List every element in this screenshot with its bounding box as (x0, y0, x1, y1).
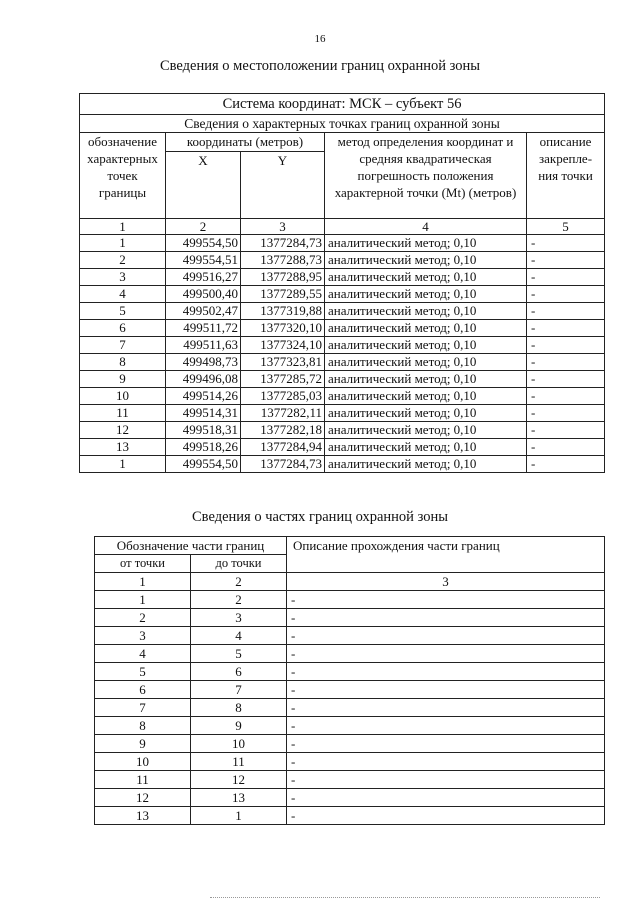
description-cell: - (527, 422, 605, 439)
y-cell: 1377320,10 (241, 320, 325, 337)
to-cell: 9 (191, 717, 287, 735)
point-cell: 6 (80, 320, 166, 337)
to-cell: 2 (191, 591, 287, 609)
col-number: 1 (80, 219, 166, 235)
y-cell: 1377289,55 (241, 286, 325, 303)
table-row (80, 405, 605, 422)
to-cell: 8 (191, 699, 287, 717)
section2-title: Сведения о частях границ охранной зоны (192, 509, 448, 525)
description-cell: - (527, 320, 605, 337)
point-cell: 11 (80, 405, 166, 422)
description-cell: - (287, 699, 605, 717)
y-cell: 1377282,11 (241, 405, 325, 422)
table-row (95, 717, 605, 735)
table-row (80, 252, 605, 269)
from-cell: 6 (95, 681, 191, 699)
header-method: метод определения координат и средняя квадратическая погрешность положения характерной точки (Mt) (метров) (325, 133, 527, 219)
footer-divider (210, 897, 600, 898)
y-cell: 1377285,03 (241, 388, 325, 405)
description-cell: - (287, 627, 605, 645)
col-number: 3 (287, 573, 605, 591)
table-row (80, 388, 605, 405)
point-cell: 9 (80, 371, 166, 388)
x-cell: 499496,08 (166, 371, 241, 388)
to-cell: 3 (191, 609, 287, 627)
from-cell: 1 (95, 591, 191, 609)
column-numbers-row (80, 219, 605, 235)
table-row (80, 303, 605, 320)
header-y: Y (241, 152, 325, 219)
table-row (95, 789, 605, 807)
to-cell: 13 (191, 789, 287, 807)
method-cell: аналитический метод; 0,10 (325, 456, 527, 473)
method-cell: аналитический метод; 0,10 (325, 252, 527, 269)
table-row (80, 456, 605, 473)
point-cell: 8 (80, 354, 166, 371)
description-cell: - (287, 807, 605, 825)
x-cell: 499554,50 (166, 456, 241, 473)
table-row (95, 735, 605, 753)
description-cell: - (287, 717, 605, 735)
method-cell: аналитический метод; 0,10 (325, 371, 527, 388)
point-cell: 7 (80, 337, 166, 354)
x-cell: 499502,47 (166, 303, 241, 320)
description-cell: - (527, 337, 605, 354)
to-cell: 12 (191, 771, 287, 789)
y-cell: 1377284,73 (241, 456, 325, 473)
col-number: 2 (166, 219, 241, 235)
from-cell: 11 (95, 771, 191, 789)
table-row (95, 627, 605, 645)
table1-subtitle: Сведения о характерных точках границ охранной зоны (80, 115, 605, 133)
from-cell: 13 (95, 807, 191, 825)
x-cell: 499514,31 (166, 405, 241, 422)
description-cell: - (527, 388, 605, 405)
description-cell: - (527, 456, 605, 473)
x-cell: 499500,40 (166, 286, 241, 303)
description-cell: - (287, 771, 605, 789)
boundary-parts-table (94, 536, 605, 825)
table-row (80, 354, 605, 371)
table-row (80, 269, 605, 286)
description-cell: - (287, 753, 605, 771)
method-cell: аналитический метод; 0,10 (325, 354, 527, 371)
from-cell: 5 (95, 663, 191, 681)
to-cell: 6 (191, 663, 287, 681)
table-row (95, 753, 605, 771)
method-cell: аналитический метод; 0,10 (325, 320, 527, 337)
y-cell: 1377282,18 (241, 422, 325, 439)
header-from: от точки (95, 555, 191, 573)
point-cell: 3 (80, 269, 166, 286)
header-part: Обозначение части границ (95, 537, 287, 555)
col-number: 4 (325, 219, 527, 235)
y-cell: 1377319,88 (241, 303, 325, 320)
point-cell: 1 (80, 456, 166, 473)
description-cell: - (287, 789, 605, 807)
method-cell: аналитический метод; 0,10 (325, 405, 527, 422)
method-cell: аналитический метод; 0,10 (325, 269, 527, 286)
table-row (80, 439, 605, 456)
coord-system: Система координат: МСК – субъект 56 (80, 94, 605, 115)
y-cell: 1377284,94 (241, 439, 325, 456)
description-cell: - (527, 252, 605, 269)
method-cell: аналитический метод; 0,10 (325, 286, 527, 303)
description-cell: - (287, 609, 605, 627)
page-number: 16 (314, 33, 326, 45)
description-cell: - (287, 645, 605, 663)
col-number: 5 (527, 219, 605, 235)
point-cell: 10 (80, 388, 166, 405)
table-row (95, 663, 605, 681)
description-cell: - (287, 591, 605, 609)
table-row (95, 771, 605, 789)
table-row (95, 609, 605, 627)
header-part-description: Описание прохождения части границ (287, 537, 605, 573)
x-cell: 499511,72 (166, 320, 241, 337)
from-cell: 3 (95, 627, 191, 645)
table-row (95, 591, 605, 609)
x-cell: 499514,26 (166, 388, 241, 405)
description-cell: - (527, 405, 605, 422)
to-cell: 1 (191, 807, 287, 825)
method-cell: аналитический метод; 0,10 (325, 235, 527, 252)
description-cell: - (287, 681, 605, 699)
to-cell: 10 (191, 735, 287, 753)
from-cell: 7 (95, 699, 191, 717)
table-row (95, 681, 605, 699)
table-row (95, 699, 605, 717)
col-number: 1 (95, 573, 191, 591)
table-row (80, 286, 605, 303)
description-cell: - (527, 439, 605, 456)
description-cell: - (527, 235, 605, 252)
table-row (80, 235, 605, 252)
y-cell: 1377324,10 (241, 337, 325, 354)
point-cell: 13 (80, 439, 166, 456)
section1-title: Сведения о местоположении границ охранной зоны (159, 58, 480, 74)
from-cell: 12 (95, 789, 191, 807)
header-to: до точки (191, 555, 287, 573)
method-cell: аналитический метод; 0,10 (325, 422, 527, 439)
point-cell: 2 (80, 252, 166, 269)
y-cell: 1377323,81 (241, 354, 325, 371)
description-cell: - (527, 371, 605, 388)
x-cell: 499511,63 (166, 337, 241, 354)
x-cell: 499518,31 (166, 422, 241, 439)
x-cell: 499518,26 (166, 439, 241, 456)
header-coords: координаты (метров) (166, 133, 325, 152)
from-cell: 8 (95, 717, 191, 735)
description-cell: - (527, 303, 605, 320)
y-cell: 1377288,73 (241, 252, 325, 269)
point-cell: 1 (80, 235, 166, 252)
header-point: обозначение характерных точек границы (80, 133, 166, 219)
from-cell: 10 (95, 753, 191, 771)
table-row (80, 337, 605, 354)
table-row (80, 371, 605, 388)
y-cell: 1377284,73 (241, 235, 325, 252)
description-cell: - (527, 269, 605, 286)
description-cell: - (527, 286, 605, 303)
from-cell: 2 (95, 609, 191, 627)
table-row (80, 320, 605, 337)
point-cell: 4 (80, 286, 166, 303)
description-cell: - (527, 354, 605, 371)
boundary-points-table (79, 93, 605, 473)
col-number: 2 (191, 573, 287, 591)
y-cell: 1377288,95 (241, 269, 325, 286)
method-cell: аналитический метод; 0,10 (325, 439, 527, 456)
table-row (95, 807, 605, 825)
table-row (95, 645, 605, 663)
header-description: описание закрепле-ния точки (527, 133, 605, 219)
to-cell: 4 (191, 627, 287, 645)
description-cell: - (287, 663, 605, 681)
column-numbers-row (95, 573, 605, 591)
table-row (80, 422, 605, 439)
to-cell: 11 (191, 753, 287, 771)
y-cell: 1377285,72 (241, 371, 325, 388)
method-cell: аналитический метод; 0,10 (325, 337, 527, 354)
point-cell: 5 (80, 303, 166, 320)
method-cell: аналитический метод; 0,10 (325, 303, 527, 320)
col-number: 3 (241, 219, 325, 235)
x-cell: 499554,50 (166, 235, 241, 252)
x-cell: 499554,51 (166, 252, 241, 269)
from-cell: 4 (95, 645, 191, 663)
header-x: X (166, 152, 241, 219)
to-cell: 5 (191, 645, 287, 663)
x-cell: 499516,27 (166, 269, 241, 286)
from-cell: 9 (95, 735, 191, 753)
x-cell: 499498,73 (166, 354, 241, 371)
to-cell: 7 (191, 681, 287, 699)
description-cell: - (287, 735, 605, 753)
point-cell: 12 (80, 422, 166, 439)
method-cell: аналитический метод; 0,10 (325, 388, 527, 405)
